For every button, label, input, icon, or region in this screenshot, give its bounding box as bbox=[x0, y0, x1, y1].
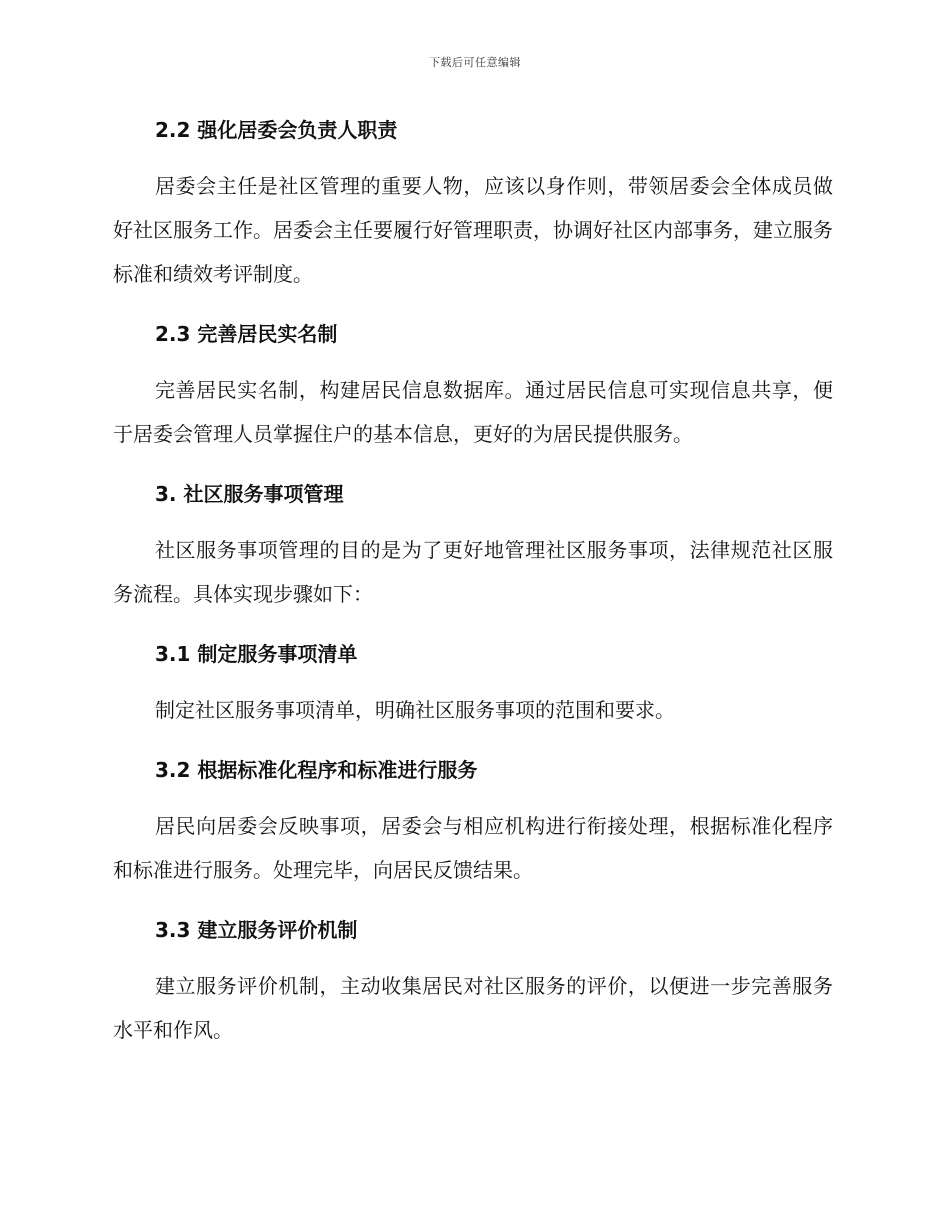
section-heading: 3.3 建立服务评价机制 bbox=[155, 918, 358, 942]
section-heading: 2.2 强化居委会负责人职责 bbox=[155, 118, 398, 142]
section-paragraph: 社区服务事项管理的目的是为了更好地管理社区服务事项，法律规范社区服务流程。具体实现步骤如下： bbox=[113, 538, 833, 606]
section-paragraph: 制定社区服务事项清单，明确社区服务事项的范围和要求。 bbox=[155, 698, 675, 722]
section-heading: 2.3 完善居民实名制 bbox=[155, 322, 338, 346]
section-paragraph: 居委会主任是社区管理的重要人物，应该以身作则，带领居委会全体成员做好社区服务工作。居委会主任要履行好管理职责，协调好社区内部事务，建立服务标准和绩效考评制度。 bbox=[113, 174, 833, 286]
document-body bbox=[113, 110, 833, 1052]
section-heading: 3.1 制定服务事项清单 bbox=[155, 642, 358, 666]
section-paragraph: 建立服务评价机制，主动收集居民对社区服务的评价，以便进一步完善服务水平和作风。 bbox=[113, 974, 833, 1042]
section-paragraph: 完善居民实名制，构建居民信息数据库。通过居民信息可实现信息共享，便于居委会管理人员掌握住户的基本信息，更好的为居民提供服务。 bbox=[113, 378, 833, 446]
section-heading: 3.2 根据标准化程序和标准进行服务 bbox=[155, 758, 478, 782]
page-header: 下载后可任意编辑 bbox=[429, 56, 521, 69]
section-paragraph: 居民向居委会反映事项，居委会与相应机构进行衔接处理，根据标准化程序和标准进行服务。处理完毕，向居民反馈结果。 bbox=[113, 814, 833, 882]
section-heading: 3. 社区服务事项管理 bbox=[155, 482, 344, 506]
